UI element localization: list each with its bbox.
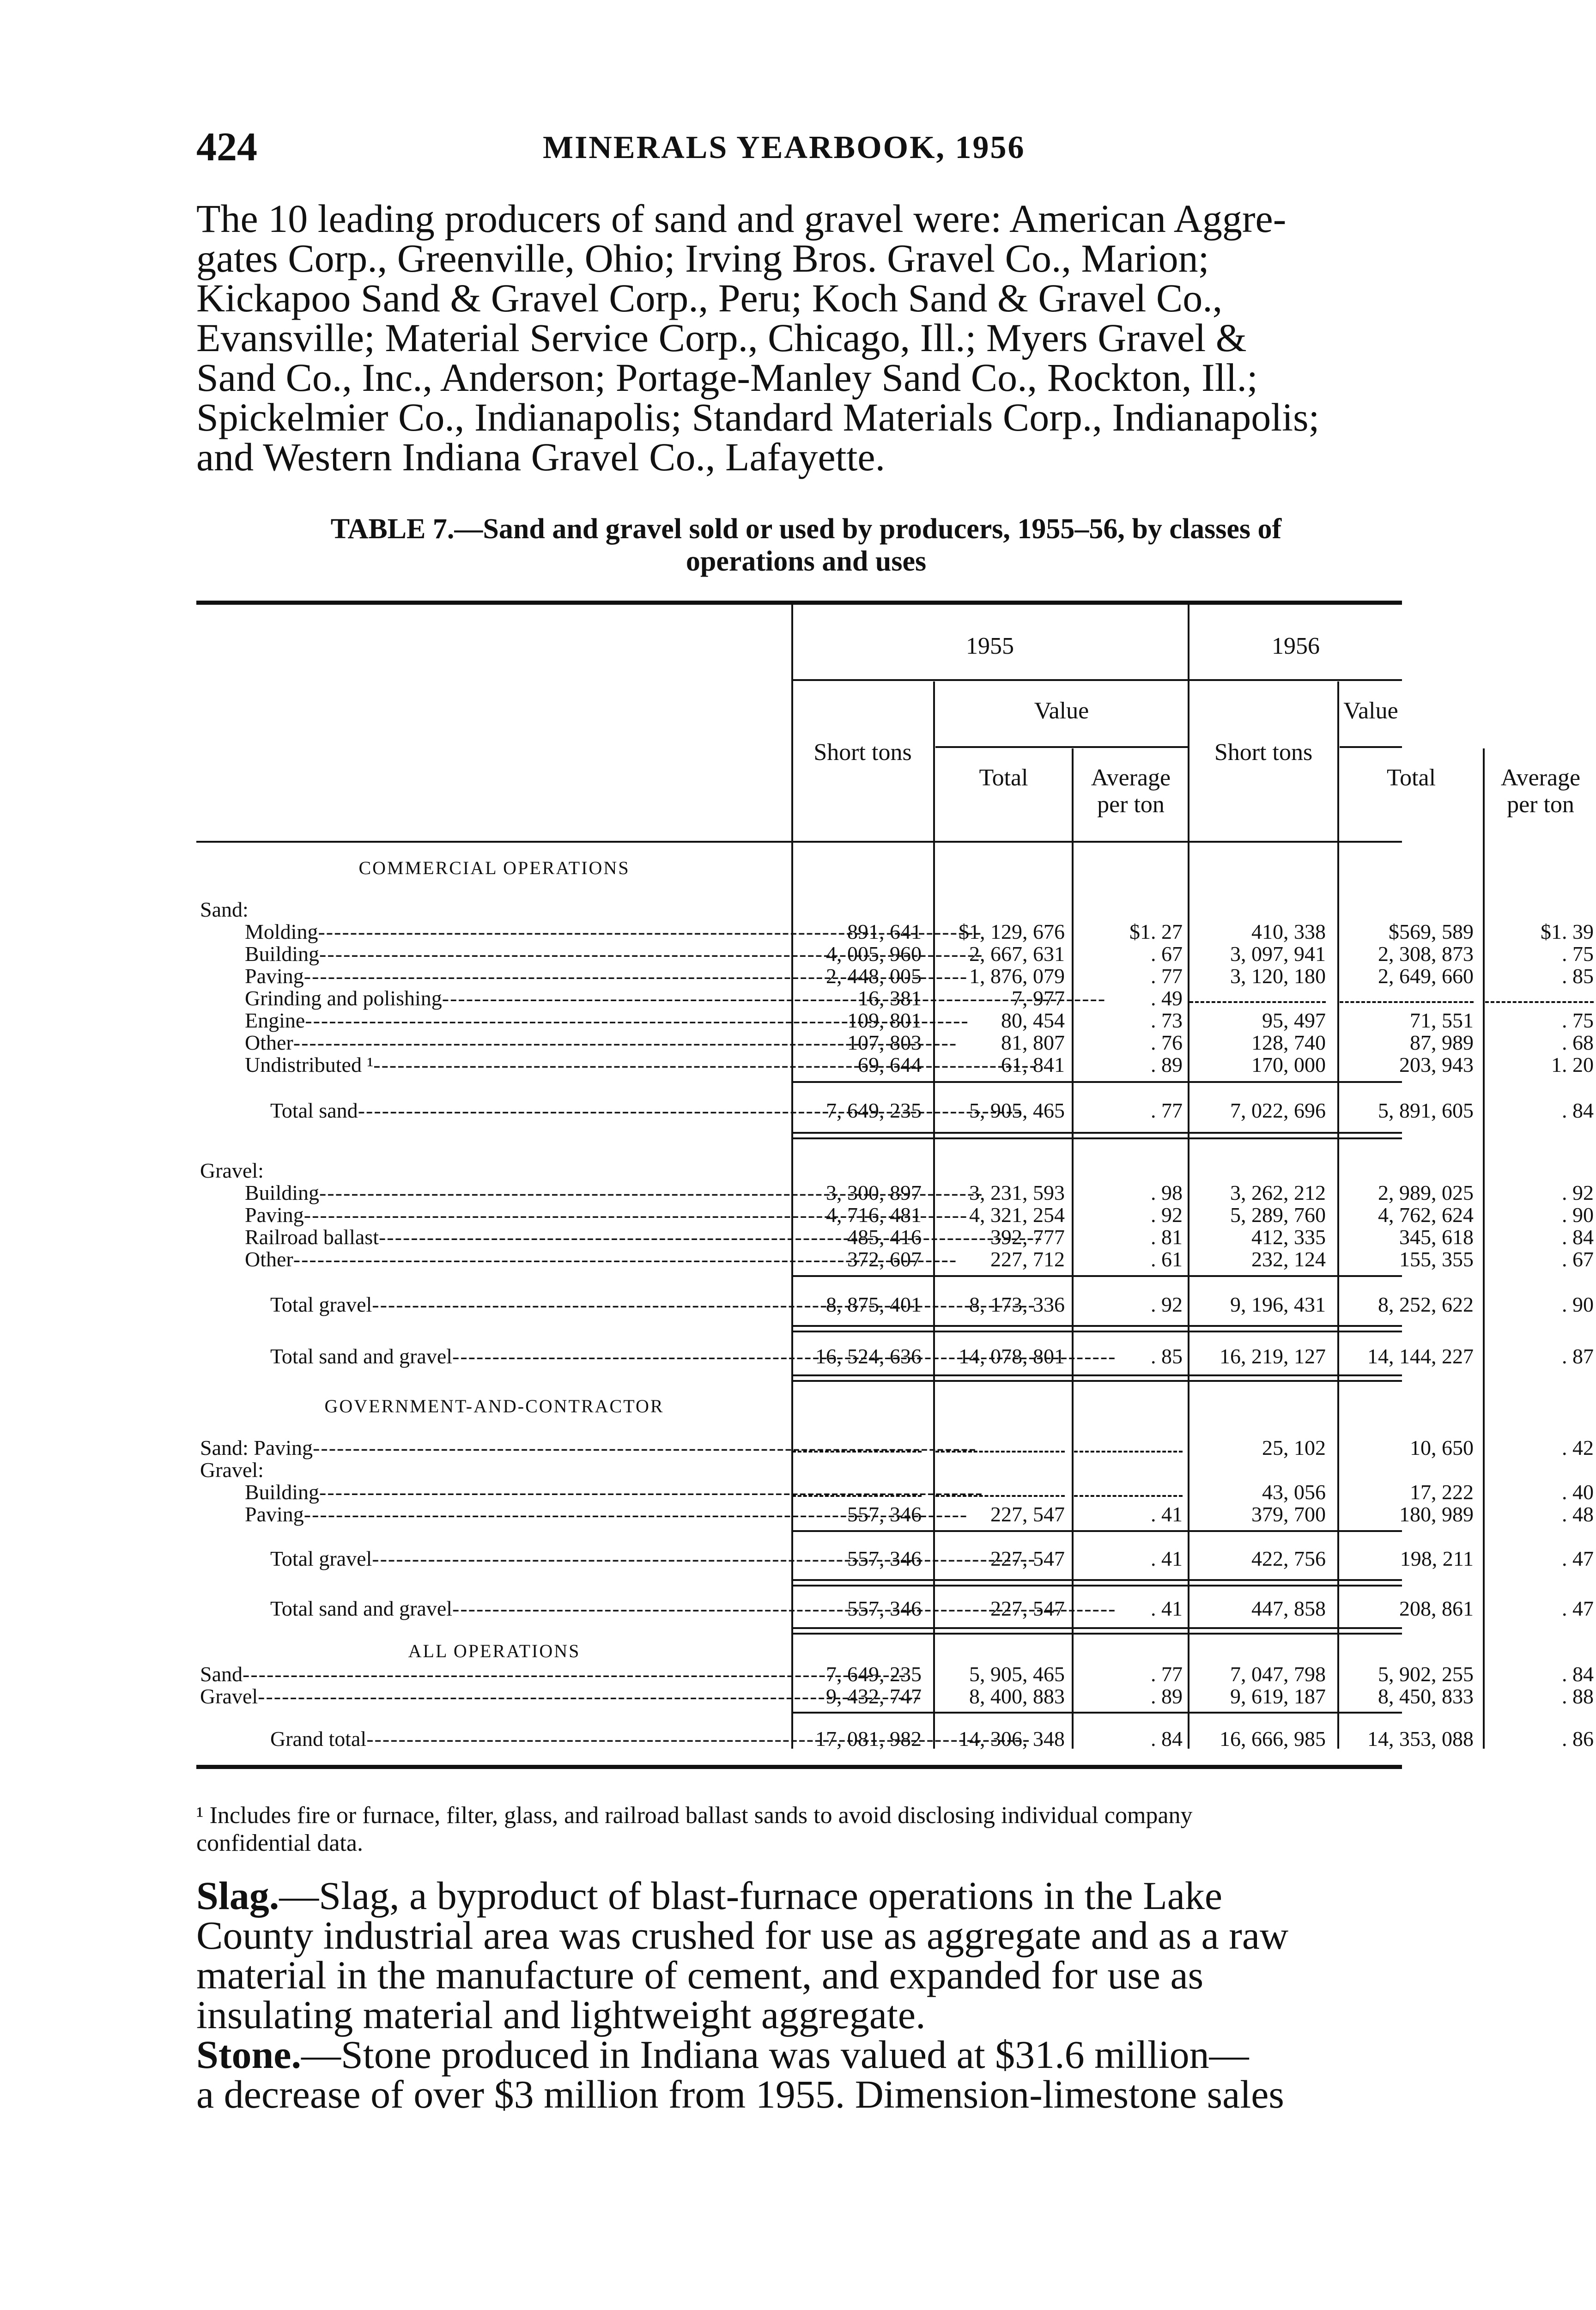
- value-header-1956: Value: [1343, 698, 1398, 724]
- text-line: Evansville; Material Service Corp., Chicago, Ill.; Myers Gravel &: [196, 316, 1247, 360]
- double-rule: [792, 1325, 1402, 1327]
- text-line: Spickelmier Co., Indianapolis; Standard Materials Corp., Indianapolis;: [196, 395, 1320, 439]
- group-label: Sand:: [200, 898, 249, 921]
- double-rule: [792, 1627, 1402, 1629]
- table-caption: [196, 513, 1416, 578]
- table-row: Undistributed ¹ ----- 69, 644 61, 841 . 89 170, 000 203, 943 1. 20: [196, 1054, 1402, 1076]
- text-line: a decrease of over $3 million from 1955. Dimension-limestone sales: [196, 2072, 1284, 2116]
- table-row: Building ----- 43, 056 17, 222 . 40: [196, 1481, 1402, 1503]
- total-row: Total sand and gravel ----- 557, 346 227, 547 . 41 447, 858 208, 861 . 47: [196, 1598, 1402, 1620]
- double-rule: [792, 1380, 1402, 1382]
- subtotal-rule: [792, 1530, 1402, 1532]
- group-label-row: [196, 899, 1402, 921]
- text-line: The 10 leading producers of sand and gravel were: American Aggre-: [196, 196, 1287, 241]
- dash-placeholder: [1189, 987, 1326, 1003]
- total-row: Total gravel ----- 557, 346 227, 547 . 41 422, 756 198, 211 . 47: [196, 1548, 1402, 1570]
- double-rule: [792, 1137, 1402, 1139]
- group-label: Gravel:: [200, 1159, 264, 1182]
- text-line: Kickapoo Sand & Gravel Corp., Peru; Koch Sand & Gravel Co.,: [196, 276, 1223, 320]
- dash-placeholder: [935, 1437, 1065, 1453]
- run-in-heading: Stone.: [196, 2032, 301, 2077]
- subtotal-rule: [792, 1275, 1402, 1277]
- grand-total-row: Grand total ----- 17, 081, 982 14, 306, 348 . 84 16, 666, 985 14, 353, 088 . 86: [196, 1728, 1402, 1750]
- total-row: Total gravel ----- 8, 875, 401 8, 173, 336 . 92 9, 196, 431 8, 252, 622 . 90: [196, 1294, 1402, 1316]
- text-line: material in the manufacture of cement, and expanded for use as: [196, 1953, 1204, 1997]
- running-title: MINERALS YEARBOOK, 1956: [543, 130, 1026, 165]
- table-row: Molding ----- 891, 641 $1, 129, 676 $1. 27 410, 338 $569, 589 $1. 39: [196, 921, 1402, 943]
- text-line: Stone.—Stone produced in Indiana was valued at $31.6 million—: [196, 2032, 1249, 2077]
- double-rule: [792, 1374, 1402, 1376]
- table-row: Gravel ----- 9, 432, 747 8, 400, 883 . 89 9, 619, 187 8, 450, 833 . 88: [196, 1685, 1402, 1708]
- table-footnote: ¹ Includes fire or furnace, filter, glass, and railroad ballast sands to avoid disclosing individual company confidential data.: [196, 1802, 1193, 1856]
- column-divider: [1483, 748, 1485, 1749]
- section-heading: ALL OPERATIONS: [408, 1641, 581, 1661]
- table-caption-line: TABLE 7.—Sand and gravel sold or used by producers, 1955–56, by classes of: [330, 513, 1282, 545]
- double-rule: [792, 1132, 1402, 1134]
- table-row: Grinding and polishing ----- 16, 381 7, 977 . 49: [196, 987, 1402, 1009]
- table-row: Paving ----- 4, 716, 481 4, 321, 254 . 92 5, 289, 760 4, 762, 624 . 90: [196, 1204, 1402, 1226]
- double-rule: [792, 1633, 1402, 1635]
- header-rule: [1340, 746, 1402, 748]
- text-line: and Western Indiana Gravel Co., Lafayette.: [196, 435, 886, 479]
- total-row: Total sand and gravel ----- 16, 524, 636 14, 078, 801 . 85 16, 219, 127 14, 144, 227 . 87: [196, 1345, 1402, 1368]
- short-tons-header: Short tons: [1214, 739, 1313, 766]
- table-row: Sand ----- 7, 649, 235 5, 905, 465 . 77 7, 047, 798 5, 902, 255 . 84: [196, 1663, 1402, 1685]
- run-in-heading: Slag.: [196, 1873, 279, 1918]
- intro-paragraph: [196, 196, 1416, 479]
- table-row: Sand: Paving ----- 25, 102 10, 650 . 42: [196, 1437, 1402, 1459]
- running-header: [196, 124, 1416, 175]
- dash-placeholder: [935, 1481, 1065, 1497]
- dash-placeholder: [792, 1437, 922, 1453]
- table-row: Engine ----- 109, 801 80, 454 . 73 95, 497 71, 551 . 75: [196, 1009, 1402, 1032]
- section-heading: GOVERNMENT-AND-CONTRACTOR: [324, 1396, 664, 1416]
- year-header-1955: 1955: [966, 633, 1014, 659]
- table-row: Other ----- 372, 607 227, 712 . 61 232, 124 155, 355 . 67: [196, 1248, 1402, 1270]
- dash-placeholder: [1485, 987, 1594, 1003]
- table-row: Railroad ballast ----- 485, 416 392, 777 . 81 412, 335 345, 618 . 84: [196, 1226, 1402, 1248]
- text-line: insulating material and lightweight aggregate.: [196, 1993, 926, 2037]
- double-rule: [792, 1585, 1402, 1587]
- table-row: Other ----- 107, 803 81, 807 . 76 128, 740 87, 989 . 68: [196, 1032, 1402, 1054]
- total-row: Total sand ----- 7, 649, 235 5, 905, 465 . 77 7, 022, 696 5, 891, 605 . 84: [196, 1100, 1402, 1122]
- total-header: Total: [979, 765, 1028, 791]
- text-line: gates Corp., Greenville, Ohio; Irving Bros. Gravel Co., Marion;: [196, 236, 1209, 280]
- dash-placeholder: [792, 1481, 922, 1497]
- table-caption-line: operations and uses: [686, 546, 927, 577]
- table-row: Building ----- 4, 005, 960 2, 667, 631 . 67 3, 097, 941 2, 308, 873 . 75: [196, 943, 1402, 965]
- text-line: Sand Co., Inc., Anderson; Portage-Manley Sand Co., Rockton, Ill.;: [196, 355, 1258, 400]
- short-tons-header: Short tons: [813, 739, 912, 766]
- double-rule: [792, 1579, 1402, 1581]
- dash-placeholder: [1074, 1481, 1183, 1497]
- table-row: Paving ----- 557, 346 227, 547 . 41 379, 700 180, 989 . 48: [196, 1503, 1402, 1526]
- subtotal-rule: [792, 1712, 1402, 1714]
- text-line: Slag.—Slag, a byproduct of blast-furnace operations in the Lake: [196, 1873, 1223, 1918]
- dash-placeholder: [1074, 1437, 1183, 1453]
- group-label-row: [196, 1459, 1402, 1481]
- value-header-1955: Value: [1034, 698, 1089, 724]
- subtotal-rule: [792, 1081, 1402, 1083]
- table-top-rule: [196, 601, 1402, 605]
- table-row: Building ----- 3, 300, 897 3, 231, 593 . 98 3, 262, 212 2, 989, 025 . 92: [196, 1182, 1402, 1204]
- average-header: Average per ton: [1500, 765, 1581, 818]
- total-header: Total: [1386, 765, 1436, 791]
- average-header: Average per ton: [1091, 765, 1171, 818]
- group-label-row: [196, 1160, 1402, 1182]
- page-number: 424: [196, 125, 257, 170]
- group-label: Gravel:: [200, 1458, 264, 1482]
- table-bottom-rule: [196, 1765, 1402, 1769]
- body-text: [196, 1873, 1416, 2116]
- dash-placeholder: [1340, 987, 1474, 1003]
- section-heading: COMMERCIAL OPERATIONS: [358, 857, 630, 878]
- header-rule: [792, 679, 1402, 681]
- header-rule: [935, 746, 1188, 748]
- year-header-1956: 1956: [1272, 633, 1320, 659]
- text-line: County industrial area was crushed for use as aggregate and as a raw: [196, 1913, 1289, 1957]
- header-bottom-rule: [196, 841, 1402, 843]
- double-rule: [792, 1331, 1402, 1332]
- table-row: Paving ----- 2, 448, 005 1, 876, 079 . 77 3, 120, 180 2, 649, 660 . 85: [196, 965, 1402, 987]
